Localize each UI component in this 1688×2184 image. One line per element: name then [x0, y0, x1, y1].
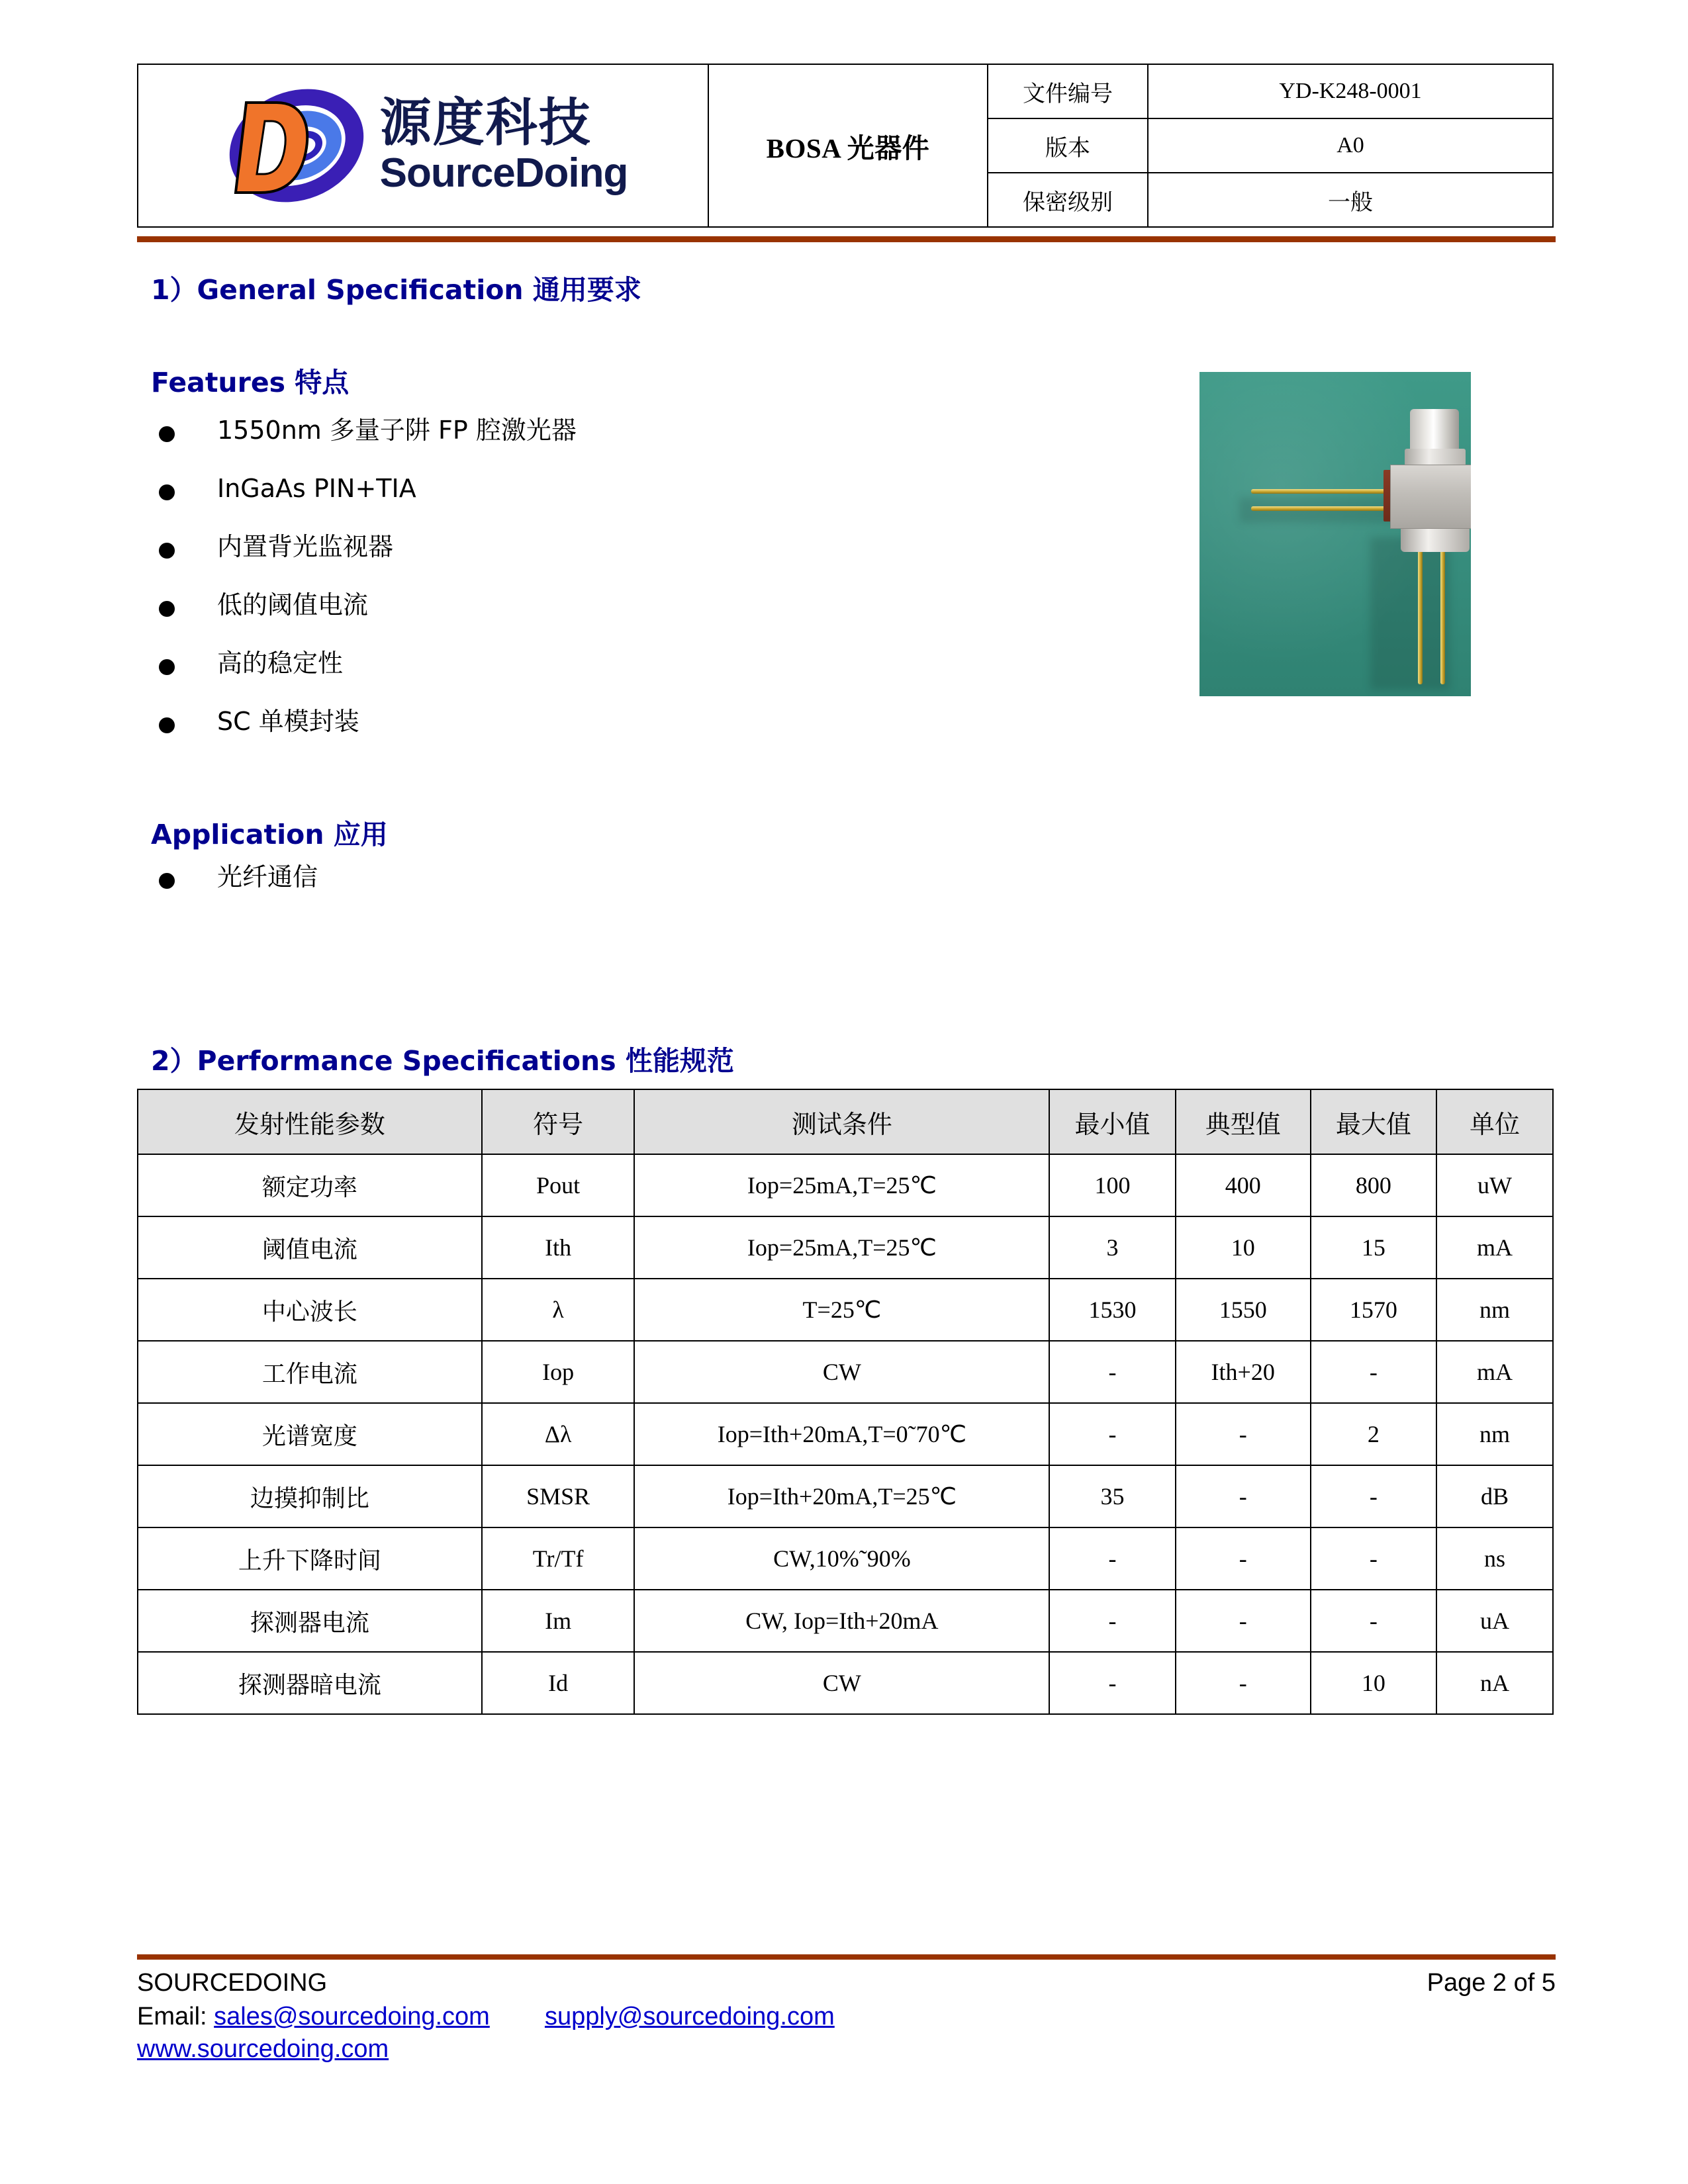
bullet-dot-icon: [159, 426, 175, 442]
table-row: [138, 1465, 1553, 1527]
list-item: [159, 475, 1086, 533]
cell-unit: ns: [1436, 1527, 1553, 1590]
cell-symbol: Tr/Tf: [482, 1527, 635, 1590]
column-header-max: 最大值: [1311, 1089, 1436, 1154]
cell-typical: -: [1176, 1590, 1311, 1652]
confidentiality-value: 一般: [1148, 173, 1553, 227]
cell-max: -: [1311, 1590, 1436, 1652]
logo-company-name-en: SourceDoing: [379, 150, 628, 196]
list-item: [159, 592, 1086, 650]
device-body: [1390, 465, 1471, 529]
feature-text: InGaAs PIN+TIA: [217, 474, 416, 503]
table-row: [138, 1216, 1553, 1279]
footer-email-sales-link[interactable]: sales@sourcedoing.com: [214, 2003, 490, 2030]
cell-symbol: Pout: [482, 1154, 635, 1216]
cell-parameter: 中心波长: [138, 1279, 482, 1341]
application-list: [159, 864, 1086, 922]
cell-symbol: λ: [482, 1279, 635, 1341]
cell-max: 2: [1311, 1403, 1436, 1465]
cell-unit: uW: [1436, 1154, 1553, 1216]
header-table: [137, 64, 1554, 228]
cell-min: 3: [1049, 1216, 1175, 1279]
doc-number-label: 文件编号: [988, 64, 1148, 118]
cell-max: 10: [1311, 1652, 1436, 1714]
to-can-rim: [1405, 449, 1466, 466]
cell-typical: -: [1176, 1527, 1311, 1590]
section-heading-performance-specifications: 2）Performance Specifications 性能规范: [151, 1045, 734, 1077]
cell-max: -: [1311, 1341, 1436, 1403]
logo-company-name-cn: 源度科技: [379, 93, 592, 153]
bullet-dot-icon: [159, 601, 175, 617]
column-header-min: 最小值: [1049, 1089, 1175, 1154]
cell-typical: 400: [1176, 1154, 1311, 1216]
footer-email-label: Email:: [137, 2003, 207, 2030]
cell-symbol: Id: [482, 1652, 635, 1714]
cell-min: 1530: [1049, 1279, 1175, 1341]
cell-min: 100: [1049, 1154, 1175, 1216]
list-item: [159, 417, 1086, 475]
cell-min: -: [1049, 1403, 1175, 1465]
confidentiality-label: 保密级别: [988, 173, 1148, 227]
feature-text: 内置背光监视器: [217, 532, 394, 561]
feature-text: 高的稳定性: [217, 649, 344, 678]
doc-number-value: YD-K248-0001: [1148, 64, 1553, 118]
column-header-parameter: 发射性能参数: [138, 1089, 482, 1154]
version-label: 版本: [988, 118, 1148, 173]
to-can-bottom: [1401, 525, 1470, 552]
list-item: [159, 650, 1086, 708]
cell-condition: CW,10%˜90%: [634, 1527, 1049, 1590]
feature-text: SC 单模封装: [217, 707, 359, 736]
cell-min: -: [1049, 1652, 1175, 1714]
section-heading-general-specification: 1）General Specification 通用要求: [151, 274, 641, 306]
sourcedoing-logo-mark-icon: [218, 83, 371, 208]
footer-company-name: SOURCEDOING: [137, 1969, 328, 1997]
performance-spec-table: [137, 1089, 1554, 1715]
cell-typical: -: [1176, 1465, 1311, 1527]
cell-parameter: 上升下降时间: [138, 1527, 482, 1590]
document-footer: [137, 1969, 1556, 2064]
list-item: [159, 864, 1086, 922]
table-row: [138, 1154, 1553, 1216]
cell-symbol: Iop: [482, 1341, 635, 1403]
cell-condition: T=25℃: [634, 1279, 1049, 1341]
cell-max: 800: [1311, 1154, 1436, 1216]
cell-min: -: [1049, 1590, 1175, 1652]
cell-typical: Ith+20: [1176, 1341, 1311, 1403]
subheading-features: Features 特点: [151, 367, 350, 398]
column-header-typical: 典型值: [1176, 1089, 1311, 1154]
cell-unit: mA: [1436, 1216, 1553, 1279]
cell-max: 15: [1311, 1216, 1436, 1279]
cell-typical: 10: [1176, 1216, 1311, 1279]
list-item: [159, 708, 1086, 766]
header-divider-rule: [137, 236, 1556, 242]
cell-max: -: [1311, 1527, 1436, 1590]
feature-text: 低的阈值电流: [217, 590, 369, 619]
cell-parameter: 工作电流: [138, 1341, 482, 1403]
gold-lead-wire: [1251, 506, 1393, 511]
cell-condition: CW, Iop=Ith+20mA: [634, 1590, 1049, 1652]
subheading-application: Application 应用: [151, 819, 388, 850]
table-row: [138, 1279, 1553, 1341]
cell-min: 35: [1049, 1465, 1175, 1527]
cell-min: -: [1049, 1341, 1175, 1403]
column-header-symbol: 符号: [482, 1089, 635, 1154]
footer-divider-rule: [137, 1954, 1556, 1960]
cell-condition: Iop=Ith+20mA,T=0˜70℃: [634, 1403, 1049, 1465]
bullet-dot-icon: [159, 659, 175, 675]
table-row: [138, 1403, 1553, 1465]
cell-condition: CW: [634, 1341, 1049, 1403]
bullet-dot-icon: [159, 484, 175, 500]
cell-unit: uA: [1436, 1590, 1553, 1652]
table-row: [138, 1527, 1553, 1590]
list-item: [159, 533, 1086, 592]
footer-website-link[interactable]: www.sourcedoing.com: [137, 2035, 389, 2063]
gold-lead-wire: [1440, 548, 1445, 684]
document-header: [137, 64, 1554, 228]
table-row: [138, 1590, 1553, 1652]
column-header-test-condition: 测试条件: [634, 1089, 1049, 1154]
bullet-dot-icon: [159, 717, 175, 733]
performance-spec-table-wrapper: [137, 1089, 1554, 1715]
application-text: 光纤通信: [217, 862, 318, 891]
table-header-row: [138, 1089, 1553, 1154]
document-title: BOSA 光器件: [708, 64, 988, 227]
cell-condition: Iop=25mA,T=25℃: [634, 1216, 1049, 1279]
table-row: [138, 1652, 1553, 1714]
cell-condition: Iop=Ith+20mA,T=25℃: [634, 1465, 1049, 1527]
cell-unit: nm: [1436, 1279, 1553, 1341]
bullet-dot-icon: [159, 543, 175, 559]
gold-lead-wire: [1418, 548, 1423, 684]
cell-symbol: Δλ: [482, 1403, 635, 1465]
company-logo-cell: [138, 64, 708, 227]
cell-min: -: [1049, 1527, 1175, 1590]
cell-parameter: 额定功率: [138, 1154, 482, 1216]
cell-typical: 1550: [1176, 1279, 1311, 1341]
cell-typical: -: [1176, 1652, 1311, 1714]
cell-unit: nm: [1436, 1403, 1553, 1465]
cell-symbol: Ith: [482, 1216, 635, 1279]
cell-parameter: 边摸抑制比: [138, 1465, 482, 1527]
version-value: A0: [1148, 118, 1553, 173]
cell-parameter: 光谱宽度: [138, 1403, 482, 1465]
cell-parameter: 探测器电流: [138, 1590, 482, 1652]
cell-condition: Iop=25mA,T=25℃: [634, 1154, 1049, 1216]
cell-parameter: 阈值电流: [138, 1216, 482, 1279]
cell-parameter: 探测器暗电流: [138, 1652, 482, 1714]
cell-condition: CW: [634, 1652, 1049, 1714]
cell-unit: nA: [1436, 1652, 1553, 1714]
cell-symbol: Im: [482, 1590, 635, 1652]
cell-max: 1570: [1311, 1279, 1436, 1341]
footer-email-supply-link[interactable]: supply@sourcedoing.com: [544, 2003, 835, 2030]
feature-text: 1550nm 多量子阱 FP 腔激光器: [217, 416, 577, 445]
bullet-dot-icon: [159, 873, 175, 889]
cell-typical: -: [1176, 1403, 1311, 1465]
cell-symbol: SMSR: [482, 1465, 635, 1527]
column-header-unit: 单位: [1436, 1089, 1553, 1154]
cell-max: -: [1311, 1465, 1436, 1527]
product-photo: [1199, 372, 1471, 696]
features-list: [159, 417, 1086, 766]
cell-unit: dB: [1436, 1465, 1553, 1527]
photo-shadow: [1370, 537, 1450, 690]
gold-lead-wire: [1251, 489, 1393, 494]
footer-page-number: Page 2 of 5: [1427, 1969, 1556, 1997]
cell-unit: mA: [1436, 1341, 1553, 1403]
table-row: [138, 1341, 1553, 1403]
